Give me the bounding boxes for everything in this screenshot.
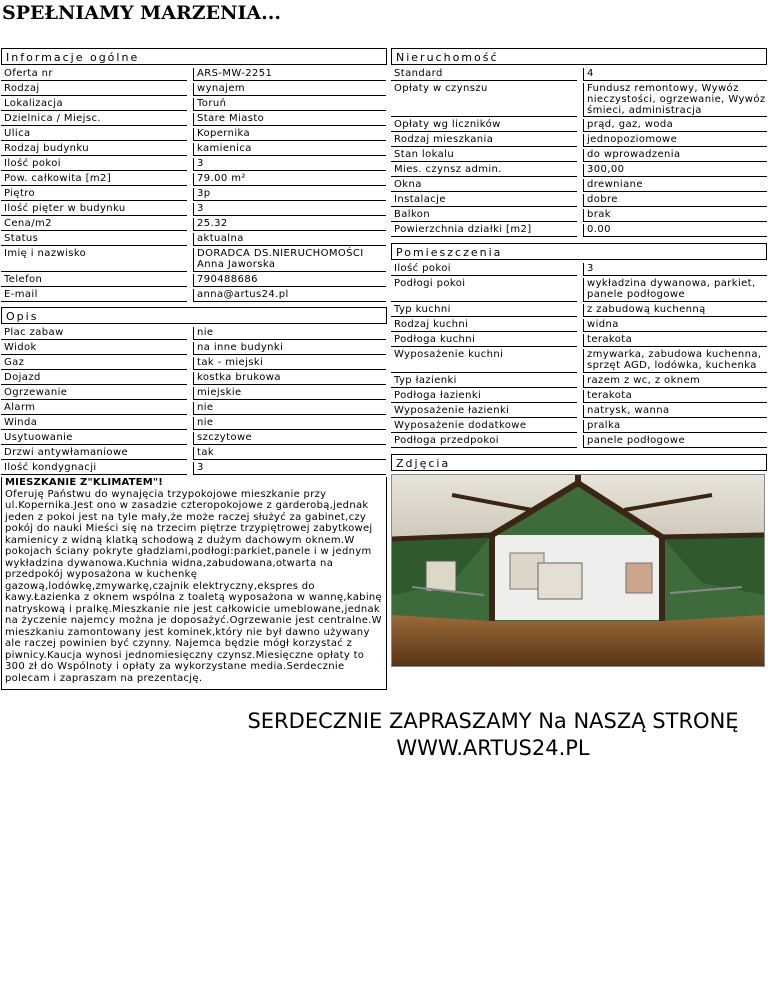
section-property-heading: Nieruchomość [391, 48, 767, 65]
property-row: Okna drewniane [391, 179, 767, 194]
property-row: Standard 4 [391, 68, 767, 83]
info-row: Ulica Kopernika [1, 128, 387, 143]
right-column [391, 48, 767, 667]
property-row: Instalacje dobre [391, 194, 767, 209]
rooms-row: Typ kuchni z zabudową kuchenną [391, 304, 767, 319]
opis-row: Dojazd kostka brukowa [1, 372, 387, 387]
rooms-row: Podłoga kuchni terakota [391, 334, 767, 349]
left-column [1, 48, 387, 690]
rooms-row: Wyposażenie dodatkowe pralka [391, 420, 767, 435]
info-row: Lokalizacja Toruń [1, 98, 387, 113]
section-rooms-heading: Pomieszczenia [391, 243, 767, 260]
info-row: Status aktualna [1, 233, 387, 248]
opis-row: Ilość kondygnacji 3 [1, 462, 387, 477]
property-row: Stan lokalu do wprowadzenia [391, 149, 767, 164]
opis-row: Widok na inne budynki [1, 342, 387, 357]
property-row: Mies. czynsz admin. 300,00 [391, 164, 767, 179]
section-general-heading: Informacje ogólne [1, 48, 387, 65]
rooms-row: Podłoga przedpokoi panele podłogowe [391, 435, 767, 450]
info-row: Ilość pokoi 3 [1, 158, 387, 173]
footer-invitation: SERDECZNIE ZAPRASZAMY Na NASZĄ STRONĘ [247, 709, 739, 733]
info-row: Piętro 3p [1, 188, 387, 203]
opis-row: Ogrzewanie miejskie [1, 387, 387, 402]
rooms-row: Rodzaj kuchni widna [391, 319, 767, 334]
property-row: Opłaty w czynszu Fundusz remontowy, Wywóz nieczystości, ogrzewanie, Wywóz śmieci, administracja [391, 83, 767, 119]
apartment-photo[interactable] [391, 474, 765, 667]
section-photos-heading: Zdjęcia [391, 454, 767, 471]
info-row: Oferta nr ARS-MW-2251 [1, 68, 387, 83]
email-link[interactable]: anna@artus24.pl [193, 289, 386, 302]
rooms-row: Podłogi pokoi wykładzina dywanowa, parkiet, panele podłogowe [391, 278, 767, 304]
apartment-photo-image [392, 475, 764, 666]
info-row: Pow. całkowita [m2] 79.00 m² [1, 173, 387, 188]
info-row-email: E-mail anna@artus24.pl [1, 289, 387, 304]
info-row: Rodzaj budynku kamienica [1, 143, 387, 158]
rooms-row: Wyposażenie łazienki natrysk, wanna [391, 405, 767, 420]
description-box [1, 477, 387, 690]
opis-row: Usytuowanie szczytowe [1, 432, 387, 447]
footer [218, 708, 768, 762]
info-row-contact: Imię i nazwisko DORADCA DS.NIERUCHOMOŚCI Anna Jaworska [1, 248, 387, 274]
opis-row: Alarm nie [1, 402, 387, 417]
property-row: Opłaty wg liczników prąd, gaz, woda [391, 119, 767, 134]
opis-row: Gaz tak - miejski [1, 357, 387, 372]
opis-row: Plac zabaw nie [1, 327, 387, 342]
rooms-row: Podłoga łazienki terakota [391, 390, 767, 405]
section-opis-heading: Opis [1, 307, 387, 324]
info-row: Rodzaj wynajem [1, 83, 387, 98]
property-row: Balkon brak [391, 209, 767, 224]
info-row: Dzielnica / Miejsc. Stare Miasto [1, 113, 387, 128]
page-title: SPEŁNIAMY MARZENIA... [2, 2, 281, 24]
property-row: Rodzaj mieszkania jednopoziomowe [391, 134, 767, 149]
property-row: Powierzchnia działki [m2] 0.00 [391, 224, 767, 239]
footer-website-link[interactable]: WWW.ARTUS24.PL [396, 736, 590, 760]
description-text: Oferuję Państwu do wynajęcia trzypokojowe mieszkanie przy ul.Kopernika.Jest ono w zasadzie czteropokojowe z garderobą,jednak jeden z pokoi jest na tyle mały,że może raczej służyć za gabinet,czy pokój do nauki Mieści się na trzecim piętrze trzypiętrowej zabytkowej kamienicy z widną klatką schodową z dużym dachowym oknem.W pokojach ściany pokryte gładziami,podłogi:parkiet,panele i w jednym wykładzina dywanowa.Kuchnia widna,zabudowana,otwarta na przedpokój wyposażona w kuchenkę gazową,lodówkę,zmywarkę,czajnik elektryczny,ekspres do kawy.Łazienka z oknem wspólna z toaletą wyposażona w wannę,kabinę natryskową i pralkę.Mieszkanie nie jest całkowicie umeblowane,jednak na życzenie najemcy można je doposażyć.Ogrzewanie jest centralne.W mieszkaniu zamontowany jest kominek,który nie był dawno używany ale raczej powinien być czynny. Najemca będzie mógł korzystać z piwnicy.Kaucja wynosi jednomiesięczny czynsz.Miesięczne opłaty to 300 zł do Wspólnoty i opłaty za wykorzystane media.Serdecznie polecam i zapraszam na prezentację. [5, 488, 382, 684]
rooms-row: Typ łazienki razem z wc, z oknem [391, 375, 767, 390]
opis-row: Drzwi antywłamaniowe tak [1, 447, 387, 462]
info-row: Ilość pięter w budynku 3 [1, 203, 387, 218]
description-title: MIESZKANIE Z"KLIMATEM"! [5, 477, 164, 488]
opis-row: Winda nie [1, 417, 387, 432]
rooms-row: Ilość pokoi 3 [391, 263, 767, 278]
info-row: Cena/m2 25.32 [1, 218, 387, 233]
rooms-row: Wyposażenie kuchni zmywarka, zabudowa kuchenna, sprzęt AGD, lodówka, kuchenka [391, 349, 767, 375]
info-row-phone: Telefon 790488686 [1, 274, 387, 289]
